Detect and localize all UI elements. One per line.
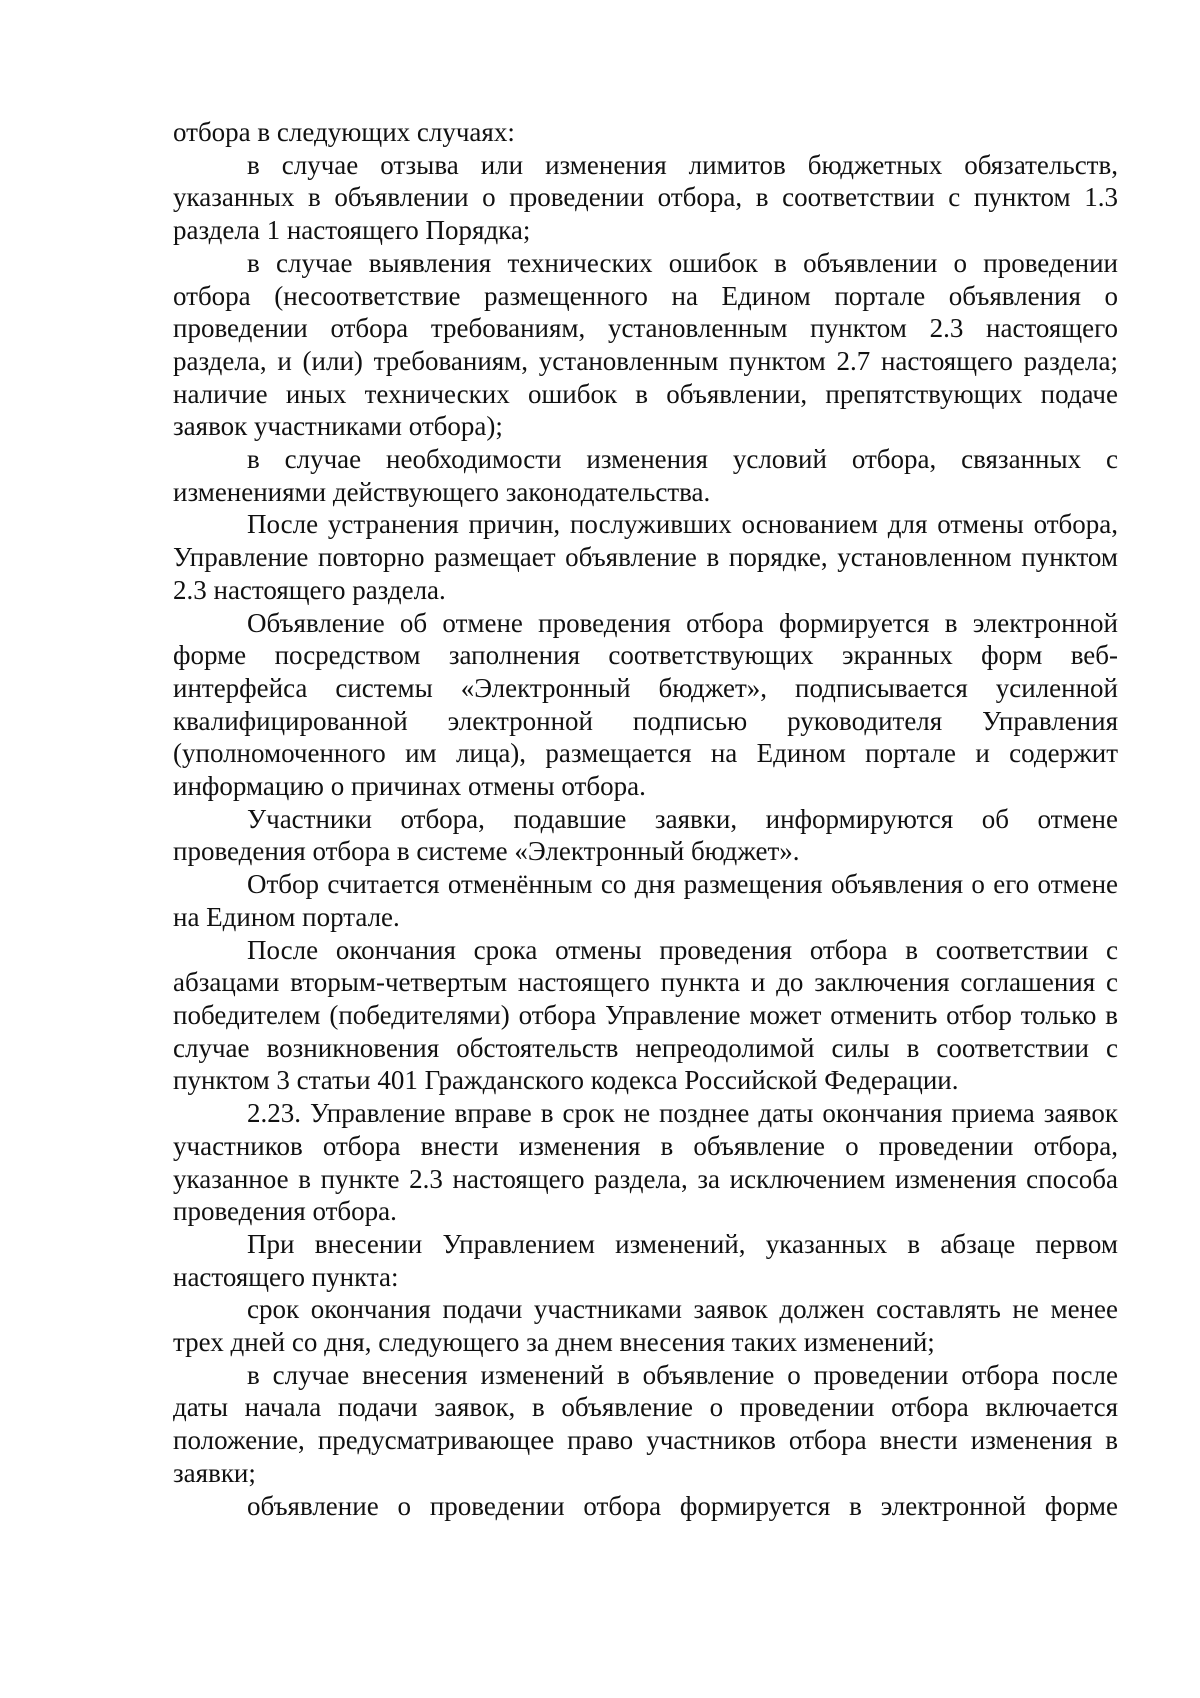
paragraph-electronic-form: объявление о проведении отбора формируется в электронной форме <box>247 1490 1118 1521</box>
paragraph-case-legislation: в случае необходимости изменения условий отбора, связанных с изменениями действующего законодательства. <box>173 444 1118 507</box>
paragraph-when-changes: При внесении Управлением изменений, указанных в абзаце первом настоящего пункта: <box>173 1228 1118 1292</box>
paragraph-case-limits: в случае отзыва или изменения лимитов бюджетных обязательств, указанных в объявлении о проведении отбора, в соответствии с пунктом 1.3 раздела 1 настоящего Порядка; <box>173 149 1118 246</box>
paragraph-case-technical-errors: в случае выявления технических ошибок в объявлении о проведении отбора (несоответствие размещенного на Едином портале объявления о проведении отбора требованиям, установленным пунктом 2.3 настоящего раздела, и (или) требованиям, установленным пунктом 2.7 настоящего раздела; наличие иных технических ошибок в объявлении, препятствующих подаче заявок участниками отбора); <box>173 247 1118 442</box>
paragraph-force-majeure: После окончания срока отмены проведения отбора в соответствии с абзацами вторым-четвертым настоящего пункта и до заключения соглашения с победителем (победителями) отбора Управление может отменить отбор только в случае возникновения обстоятельств непреодолимой силы в соответствии с пунктом 3 статьи 401 Гражданского кодекса Российской Федерации. <box>173 934 1118 1096</box>
paragraph-deadline-term: срок окончания подачи участниками заявок должен составлять не менее трех дней со дня, следующего за днем внесения таких изменений; <box>173 1294 1118 1358</box>
paragraph-participants-informed: Участники отбора, подавшие заявки, информируются об отмене проведения отбора в системе «Электронный бюджет». <box>173 803 1118 867</box>
paragraph-continuation-intro: отбора в следующих случаях: <box>173 117 515 147</box>
paragraph-cancellation-notice-form: Объявление об отмене проведения отбора формируется в электронной форме посредством заполнения соответствующих экранных форм веб-интерфейса системы «Электронный бюджет», подписывается усиленной квалифицированной электронной подписью руководителя Управления (уполномоченного им лица), размещается на Едином портале и содержит информацию о причинах отмены отбора. <box>173 607 1118 802</box>
document-page <box>173 116 1118 1522</box>
paragraph-clause-2-23: 2.23. Управление вправе в срок не позднее даты окончания приема заявок участников отбора внести изменения в объявление о проведении отбора, указанное в пункте 2.3 настоящего раздела, за исключением изменения способа проведения отбора. <box>173 1098 1118 1227</box>
paragraph-after-elimination: После устранения причин, послуживших основанием для отмены отбора, Управление повторно размещает объявление в порядке, установленном пунктом 2.3 настоящего раздела. <box>173 509 1118 605</box>
paragraph-cancellation-date: Отбор считается отменённым со дня размещения объявления о его отмене на Едином портале. <box>173 869 1118 932</box>
paragraph-changes-after-start: в случае внесения изменений в объявление о проведении отбора после даты начала подачи заявок, в объявление о проведении отбора включается положение, предусматривающее право участников отбора внести изменения в заявки; <box>173 1359 1118 1488</box>
